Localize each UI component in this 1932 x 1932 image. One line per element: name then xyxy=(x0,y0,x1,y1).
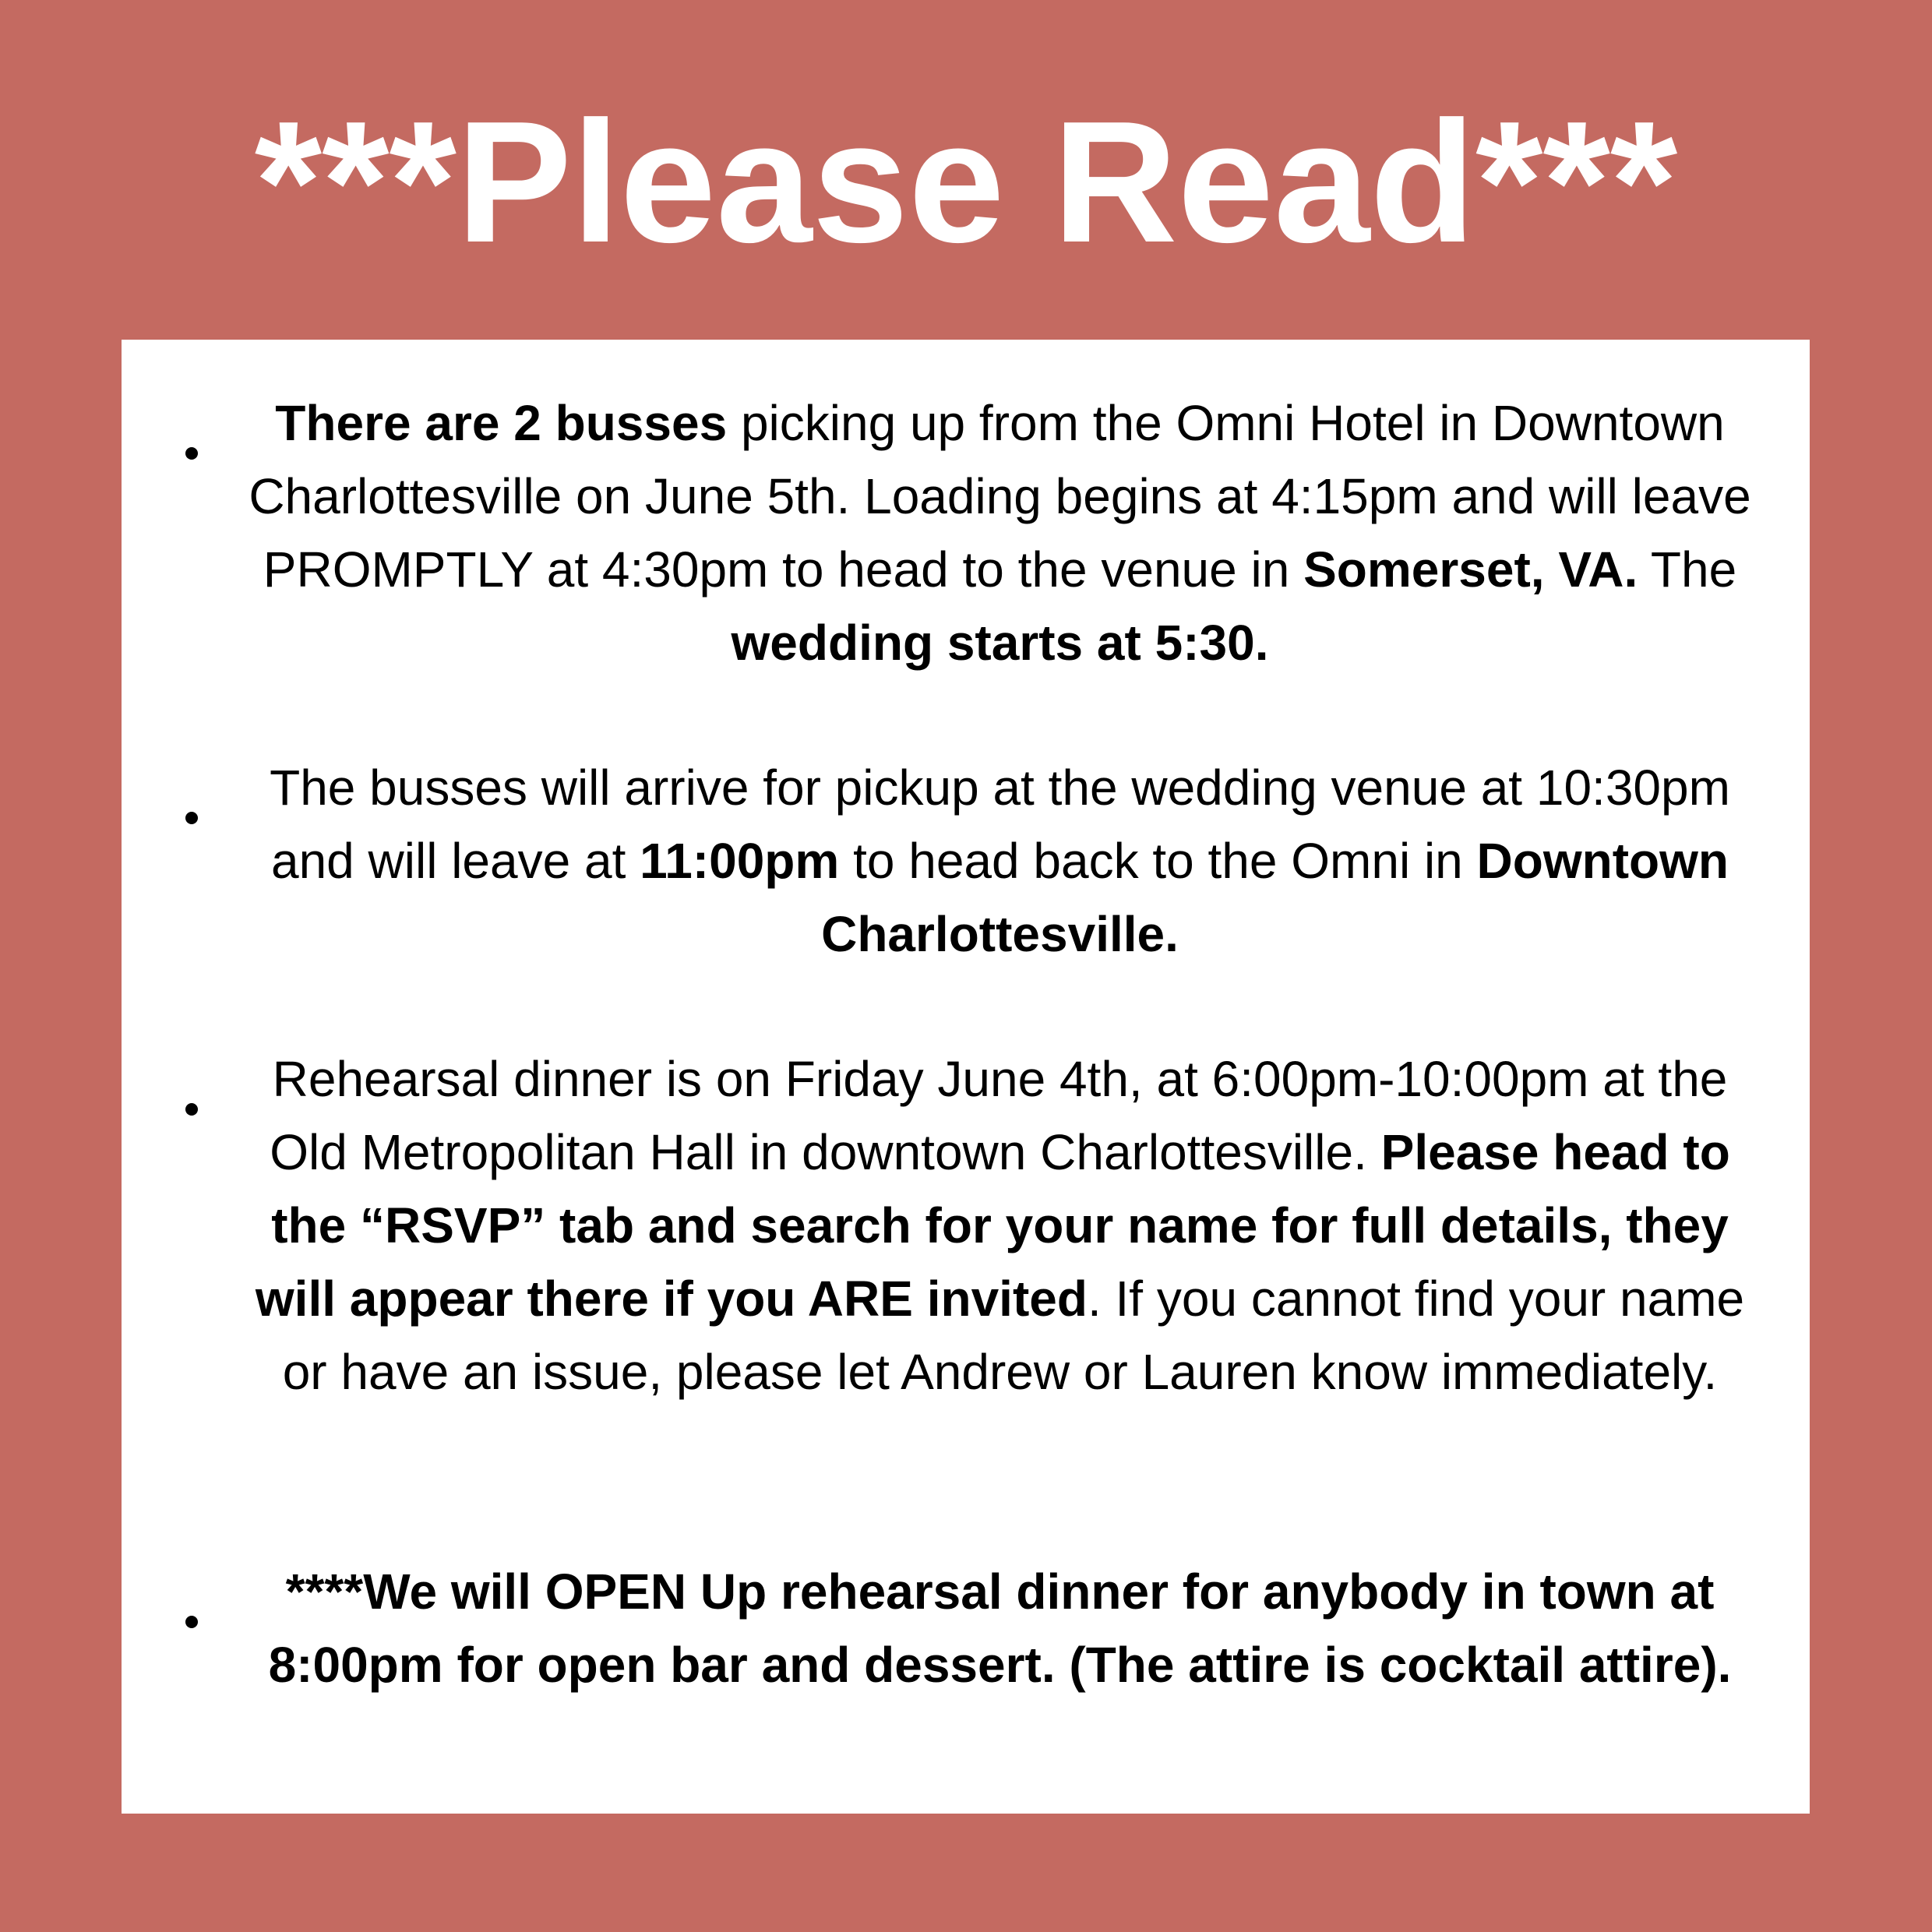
note-segment: ****We will OPEN Up rehearsal dinner for anybody in town at 8:00pm for open bar and dessert. (The attire is cocktail attire). xyxy=(268,1564,1732,1693)
note-text xyxy=(231,751,1769,971)
bullet-icon xyxy=(185,812,198,824)
note-segment: Rehearsal dinner is on Friday June 4th, at 6:00pm-10:00pm at the Old Metropolitan Hall in downtown Charlottesville. xyxy=(270,1051,1728,1180)
note-bold-segment: Please head to the “RSVP” tab and search for your name for full details, they will appear there if you ARE invited xyxy=(255,1124,1730,1327)
bullet-icon xyxy=(185,1616,198,1628)
bullet-icon xyxy=(185,1103,198,1116)
note-segment: to head back to the Omni in xyxy=(839,833,1477,889)
note-bold-segment: Downtown Charlottesville. xyxy=(821,833,1729,962)
note-text xyxy=(231,1555,1769,1701)
note-segment: . If you cannot find your name or have an issue, please let Andrew or Lauren know immediately. xyxy=(282,1271,1745,1400)
note-text xyxy=(231,1042,1769,1408)
note-text xyxy=(231,386,1769,679)
note-segment: The xyxy=(1638,541,1737,598)
note-bold-segment: Somerset, VA. xyxy=(1303,541,1638,598)
note-segment: The busses will arrive for pickup at the wedding venue at 10:30pm and will leave at xyxy=(270,760,1730,889)
note-bold-segment: There are 2 busses xyxy=(275,395,728,451)
bullet-icon xyxy=(185,447,198,460)
note-bold-segment: wedding starts at 5:30. xyxy=(731,615,1269,671)
note-segment: picking up from the Omni Hotel in Downtown Charlottesville on June 5th. Loading begins at 4:15pm and will leave PROMPTLY at 4:30pm to head to the venue in xyxy=(249,395,1751,598)
note-bold-segment: 11:00pm xyxy=(640,833,840,889)
page-title: ***Please Read*** xyxy=(254,86,1678,279)
info-panel xyxy=(122,340,1810,1814)
